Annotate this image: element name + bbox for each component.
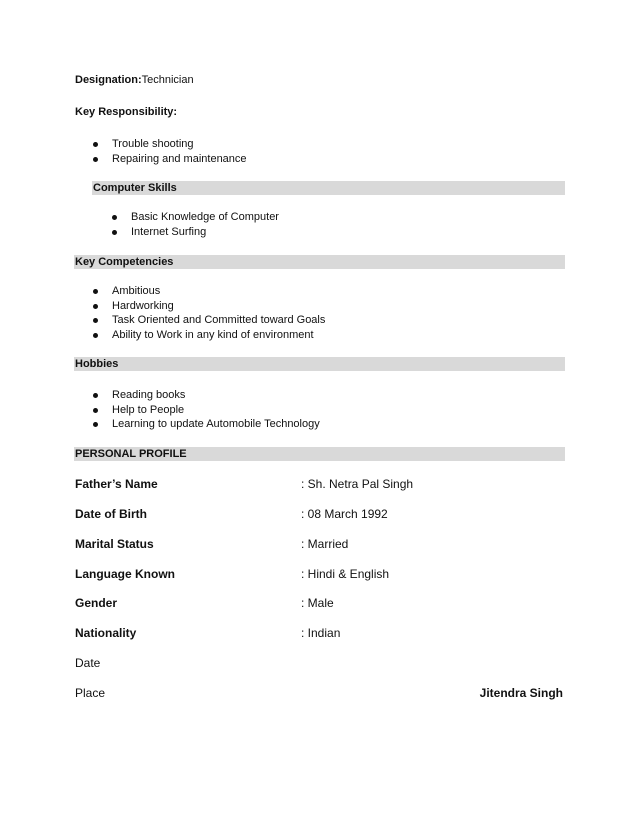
place-label: Place <box>75 686 106 700</box>
key-competencies-list <box>90 284 325 342</box>
key-responsibility-heading: Key Responsibility: <box>75 106 178 118</box>
profile-row-marital-status <box>75 537 565 553</box>
hobbies-heading: Hobbies <box>74 357 565 371</box>
designation-value: Technician <box>141 74 194 86</box>
profile-row-date-of-birth <box>75 507 565 523</box>
profile-row-fathers-name <box>75 477 565 493</box>
list-item: Ambitious <box>90 284 325 299</box>
profile-label: Marital Status <box>75 537 154 551</box>
key-competencies-heading: Key Competencies <box>74 255 565 269</box>
profile-row-nationality <box>75 626 565 642</box>
profile-value: : Indian <box>301 626 341 640</box>
list-item: Repairing and maintenance <box>90 152 247 167</box>
list-item: Internet Surfing <box>109 225 279 240</box>
list-item: Task Oriented and Committed toward Goals <box>90 313 325 328</box>
profile-value: : Married <box>301 537 349 551</box>
key-responsibility-list <box>90 137 247 166</box>
profile-value: : 08 March 1992 <box>301 507 388 521</box>
list-item: Trouble shooting <box>90 137 247 152</box>
profile-label: Date of Birth <box>75 507 147 521</box>
profile-label: Language Known <box>75 567 175 581</box>
profile-value: : Sh. Netra Pal Singh <box>301 477 414 491</box>
personal-profile-heading: PERSONAL PROFILE <box>74 447 565 461</box>
profile-value: : Male <box>301 596 334 610</box>
list-item: Hardworking <box>90 299 325 314</box>
computer-skills-heading: Computer Skills <box>92 181 565 195</box>
profile-row-language-known <box>75 567 565 583</box>
signature-name: Jitendra Singh <box>479 686 563 700</box>
list-item: Ability to Work in any kind of environment <box>90 328 325 343</box>
hobbies-list <box>90 388 320 432</box>
list-item: Help to People <box>90 403 320 418</box>
profile-row-gender <box>75 596 565 612</box>
computer-skills-list <box>109 210 279 239</box>
list-item: Learning to update Automobile Technology <box>90 417 320 432</box>
profile-label: Gender <box>75 596 118 610</box>
designation-label: Designation: <box>75 74 142 86</box>
date-label: Date <box>75 656 101 670</box>
profile-label: Nationality <box>75 626 137 640</box>
list-item: Basic Knowledge of Computer <box>109 210 279 225</box>
profile-value: : Hindi & English <box>301 567 390 581</box>
profile-label: Father’s Name <box>75 477 158 491</box>
list-item: Reading books <box>90 388 320 403</box>
designation-line <box>75 74 194 86</box>
